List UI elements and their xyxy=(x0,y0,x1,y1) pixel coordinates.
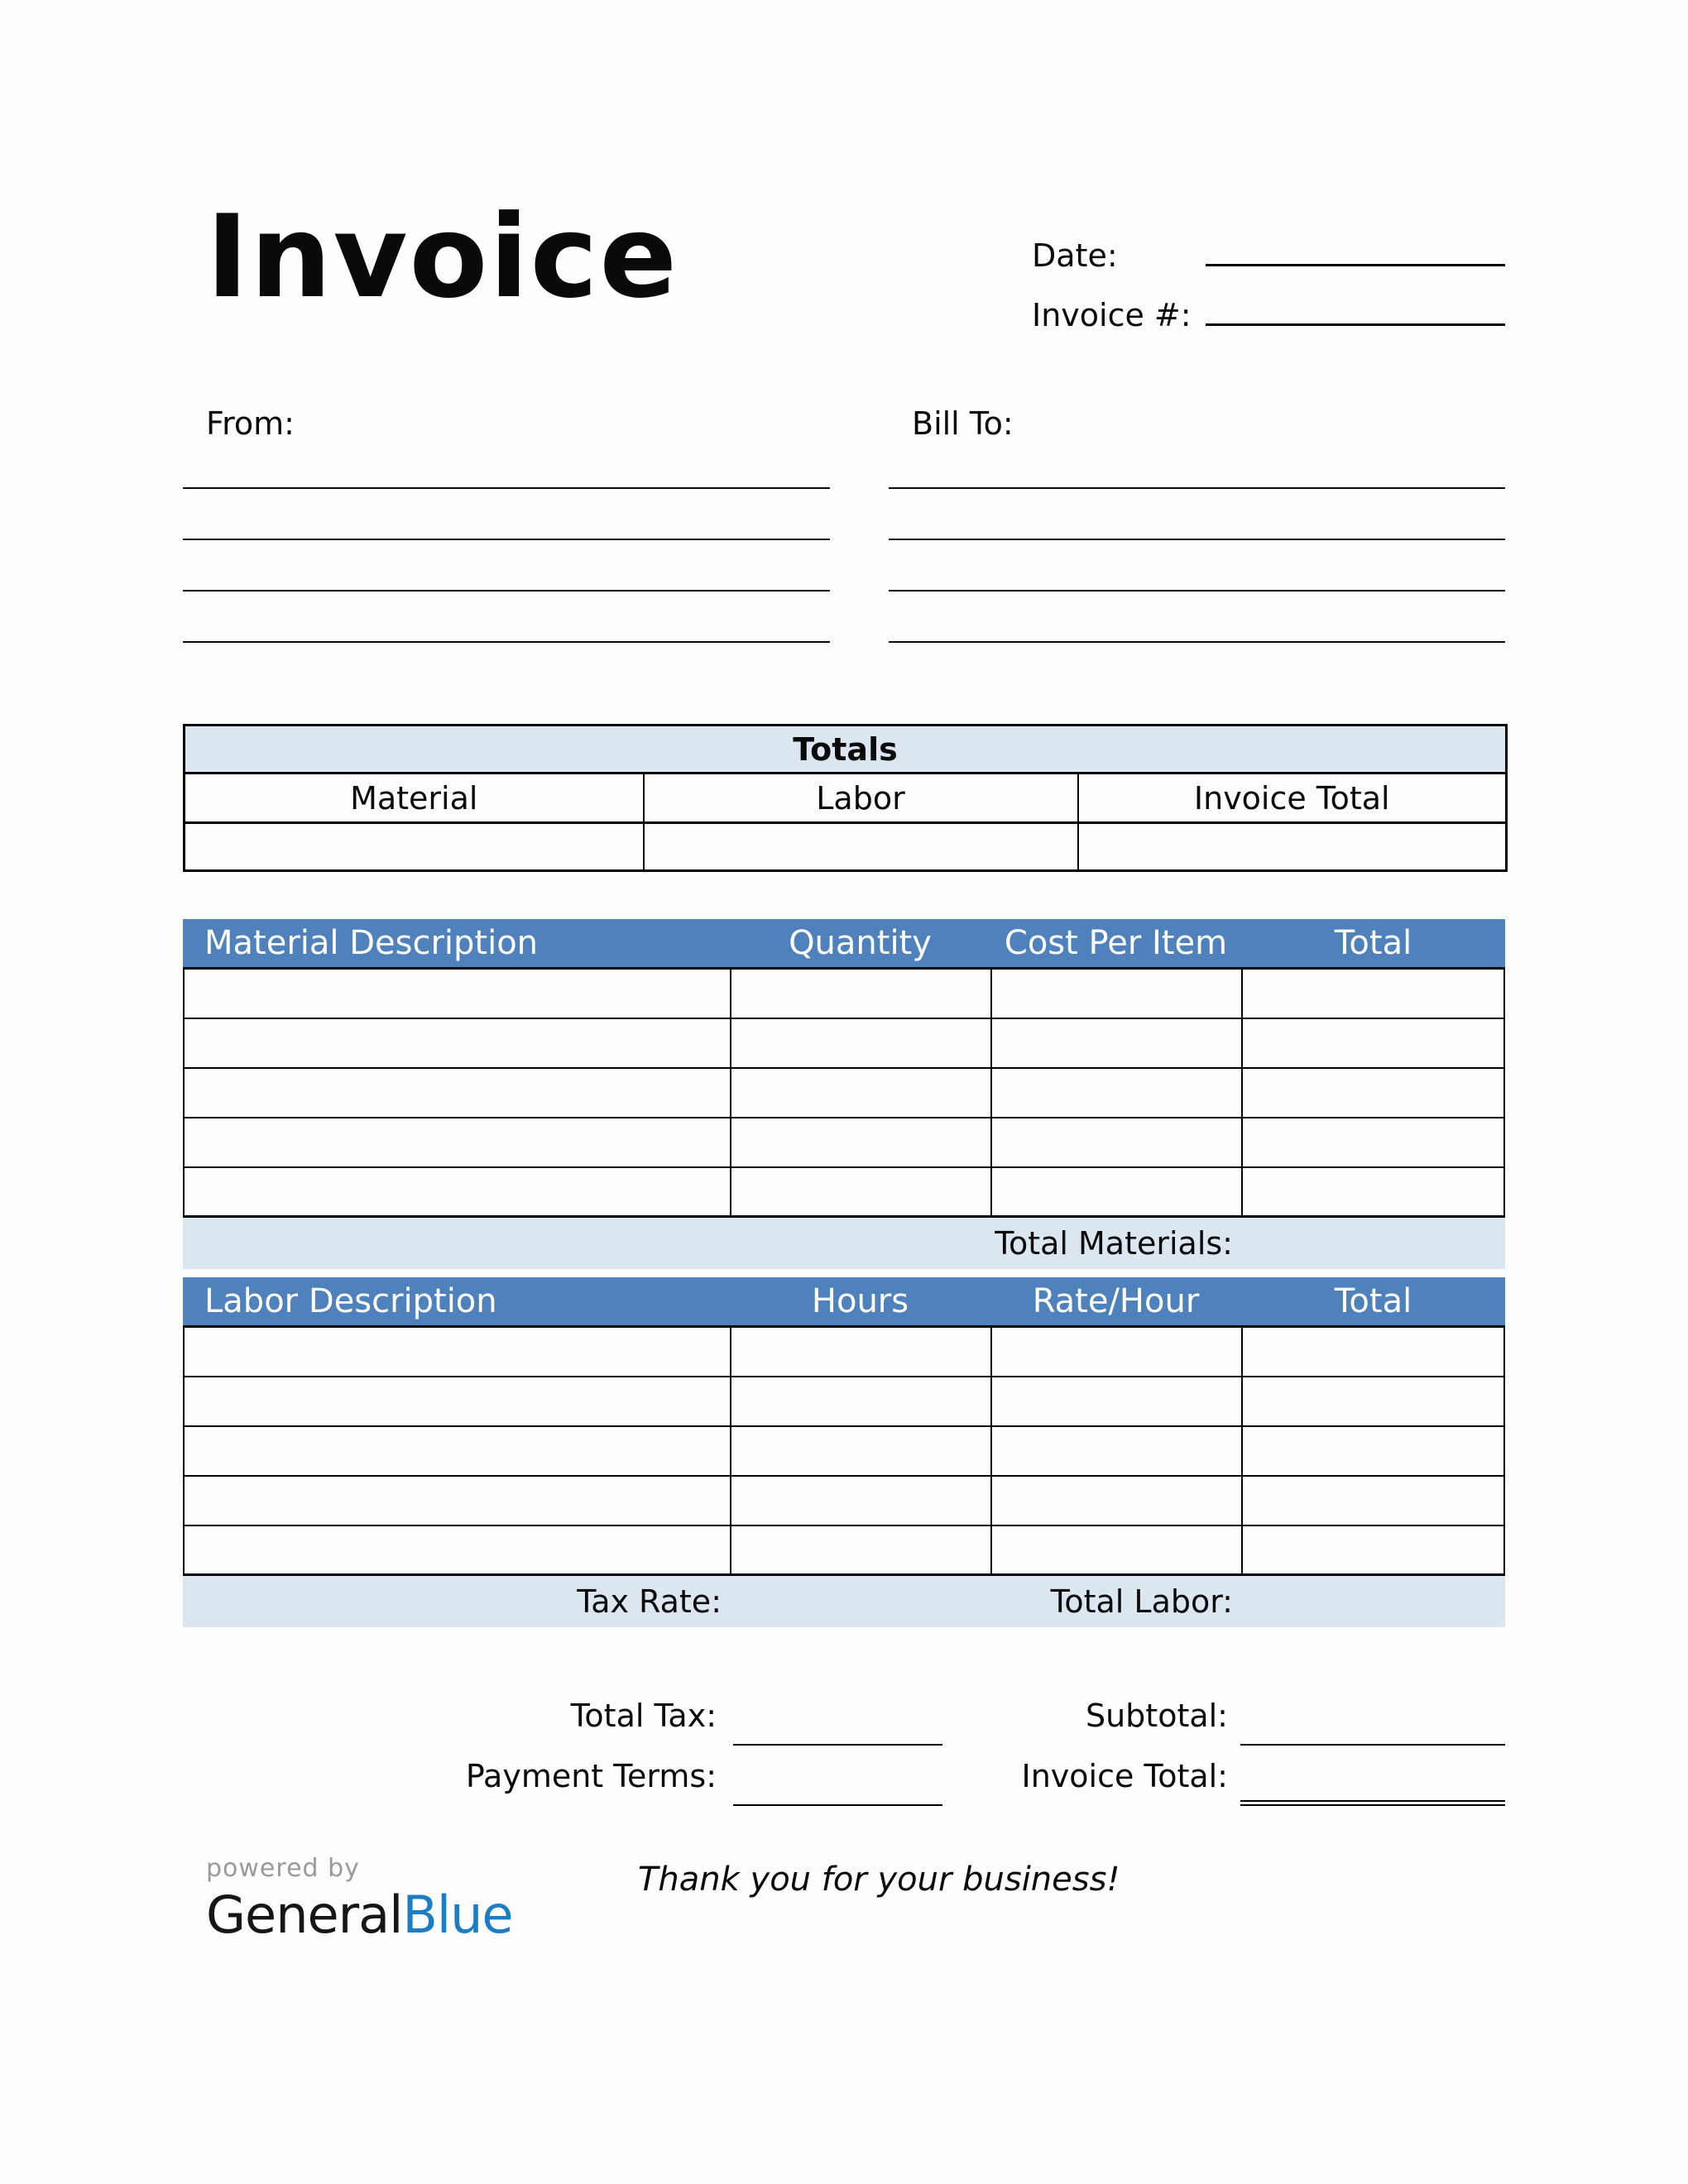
labor-col-rate-per-hour: Rate/Hour xyxy=(1032,1282,1200,1321)
materials-cell-cost xyxy=(990,1069,1241,1117)
labor-cell-description xyxy=(185,1377,730,1425)
labor-row xyxy=(185,1477,1503,1526)
labor-cell-description xyxy=(185,1477,730,1525)
materials-row xyxy=(185,1019,1503,1069)
from-fill-line xyxy=(183,489,830,540)
summary-row-1 xyxy=(183,1685,1505,1746)
bill-to-fill-line xyxy=(889,540,1505,592)
materials-row xyxy=(185,970,1503,1019)
labor-cell-rate xyxy=(990,1377,1241,1425)
materials-cell-total xyxy=(1241,1019,1503,1067)
from-fill-line xyxy=(183,444,830,489)
labor-cell-hours xyxy=(730,1328,990,1376)
totals-header-row xyxy=(185,774,1507,823)
materials-cell-quantity xyxy=(730,1168,990,1215)
labor-row xyxy=(185,1328,1503,1377)
materials-row xyxy=(185,1118,1503,1168)
invoice-meta xyxy=(1032,230,1505,349)
labor-table xyxy=(183,1277,1505,1627)
materials-cell-description xyxy=(185,1168,730,1215)
bill-to-fill-line xyxy=(889,489,1505,540)
document-header xyxy=(183,189,1505,349)
labor-row xyxy=(185,1526,1503,1576)
labor-cell-rate xyxy=(990,1477,1241,1525)
document-footer xyxy=(183,1854,1505,1945)
labor-cell-total xyxy=(1241,1377,1503,1425)
materials-cell-cost xyxy=(990,970,1241,1018)
materials-cell-quantity xyxy=(730,970,990,1018)
tax-rate-label: Tax Rate: xyxy=(577,1583,722,1621)
materials-table xyxy=(183,919,1505,1269)
totals-title: Totals xyxy=(185,726,1507,774)
materials-row xyxy=(185,1168,1503,1218)
bill-to-fill-line xyxy=(889,444,1505,489)
thank-you-message: Thank you for your business! xyxy=(638,1861,1120,1899)
materials-cell-total xyxy=(1241,1118,1503,1166)
materials-cell-quantity xyxy=(730,1069,990,1117)
invoice-number-label: Invoice #: xyxy=(1032,297,1192,333)
summary-row-2 xyxy=(183,1746,1505,1806)
labor-cell-hours xyxy=(730,1526,990,1573)
materials-cell-description xyxy=(185,1069,730,1117)
invoice-total-label: Invoice Total: xyxy=(1021,1758,1228,1795)
from-section xyxy=(183,404,830,643)
labor-col-total: Total xyxy=(1334,1282,1412,1321)
parties-section xyxy=(183,404,1505,643)
brand-general-text: General xyxy=(206,1885,403,1946)
from-fill-line xyxy=(183,540,830,592)
subtotal-label: Subtotal: xyxy=(1085,1698,1228,1735)
labor-col-hours: Hours xyxy=(811,1282,909,1321)
labor-cell-hours xyxy=(730,1377,990,1425)
labor-body xyxy=(183,1328,1505,1576)
date-fill-line xyxy=(1206,230,1505,266)
labor-cell-total xyxy=(1241,1526,1503,1573)
labor-cell-rate xyxy=(990,1328,1241,1376)
labor-header-row xyxy=(183,1277,1505,1328)
tax-rate-total-labor-band xyxy=(183,1576,1505,1627)
totals-col-labor: Labor xyxy=(644,774,1078,823)
totals-title-row xyxy=(185,726,1507,774)
materials-cell-description xyxy=(185,1019,730,1067)
total-tax-fill-line xyxy=(733,1696,942,1746)
labor-cell-total xyxy=(1241,1427,1503,1475)
materials-col-quantity: Quantity xyxy=(789,924,932,963)
materials-cell-total xyxy=(1241,1168,1503,1215)
totals-col-invoice-total: Invoice Total xyxy=(1078,774,1507,823)
subtotal-fill-line xyxy=(1240,1696,1505,1746)
invoice-number-fill-line xyxy=(1206,290,1505,326)
bill-to-section xyxy=(889,404,1505,643)
materials-cell-quantity xyxy=(730,1019,990,1067)
materials-cell-cost xyxy=(990,1118,1241,1166)
labor-row xyxy=(185,1377,1503,1427)
materials-col-description: Material Description xyxy=(204,924,539,963)
labor-cell-hours xyxy=(730,1477,990,1525)
total-tax-label: Total Tax: xyxy=(570,1698,717,1735)
invoice-total-fill-line xyxy=(1240,1756,1505,1806)
totals-values-row xyxy=(185,823,1507,871)
materials-header-row xyxy=(183,919,1505,970)
payment-terms-fill-line xyxy=(733,1756,942,1806)
materials-row xyxy=(185,1069,1503,1118)
materials-col-cost-per-item: Cost Per Item xyxy=(1004,924,1228,963)
page-content xyxy=(183,189,1505,1945)
bill-to-label: Bill To: xyxy=(912,405,1014,442)
materials-cell-total xyxy=(1241,1069,1503,1117)
labor-cell-rate xyxy=(990,1526,1241,1573)
date-row xyxy=(1032,230,1505,290)
date-label: Date: xyxy=(1032,237,1118,274)
from-label: From: xyxy=(206,405,295,442)
brand-blue-text: Blue xyxy=(402,1885,513,1946)
total-labor-label: Total Labor: xyxy=(1050,1583,1233,1621)
labor-row xyxy=(185,1427,1503,1477)
totals-table xyxy=(183,724,1508,872)
materials-cell-cost xyxy=(990,1168,1241,1215)
materials-cell-quantity xyxy=(730,1118,990,1166)
totals-material-value xyxy=(185,823,644,871)
materials-cell-cost xyxy=(990,1019,1241,1067)
total-materials-band xyxy=(183,1218,1505,1269)
materials-cell-description xyxy=(185,1118,730,1166)
total-materials-label: Total Materials: xyxy=(995,1225,1233,1262)
page-title: Invoice xyxy=(206,190,679,323)
labor-cell-total xyxy=(1241,1477,1503,1525)
materials-body xyxy=(183,970,1505,1218)
totals-invoice-total-value xyxy=(1078,823,1507,871)
powered-by-text: powered by xyxy=(206,1854,360,1884)
labor-cell-description xyxy=(185,1328,730,1376)
labor-col-description: Labor Description xyxy=(204,1282,497,1321)
labor-cell-hours xyxy=(730,1427,990,1475)
bill-to-fill-line xyxy=(889,592,1505,643)
labor-cell-rate xyxy=(990,1427,1241,1475)
materials-col-total: Total xyxy=(1334,924,1412,963)
materials-cell-total xyxy=(1241,970,1503,1018)
summary-section xyxy=(183,1685,1505,1806)
labor-cell-description xyxy=(185,1427,730,1475)
payment-terms-label: Payment Terms: xyxy=(465,1758,717,1795)
totals-labor-value xyxy=(644,823,1078,871)
labor-cell-total xyxy=(1241,1328,1503,1376)
labor-cell-description xyxy=(185,1526,730,1573)
from-fill-line xyxy=(183,592,830,643)
totals-col-material: Material xyxy=(185,774,644,823)
materials-cell-description xyxy=(185,970,730,1018)
invoice-number-row xyxy=(1032,290,1505,349)
